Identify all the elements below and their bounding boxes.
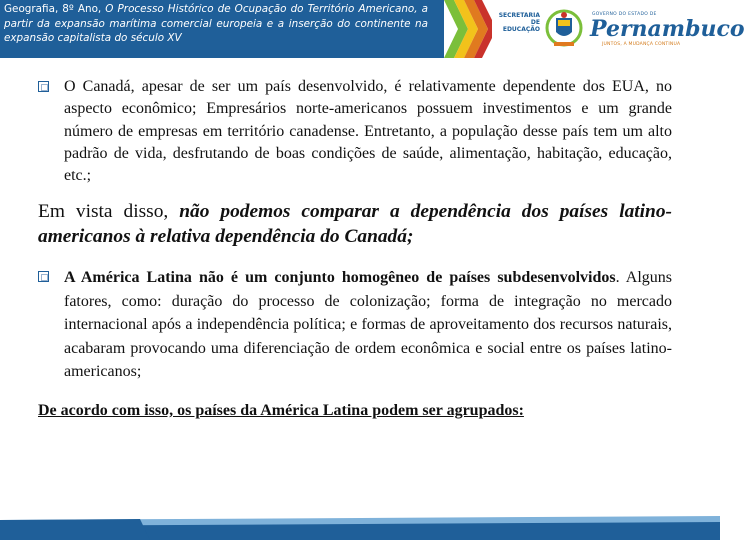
header-title bbox=[0, 0, 432, 58]
bullet-latin-america bbox=[38, 266, 672, 384]
state-tagline: JUNTOS, A MUDANÇA CONTINUA bbox=[602, 42, 681, 47]
topic-label: O Processo Histórico de Ocupação do Território Americano, a partir da expansão marítima comercial europeia e a inserção do continente na expansão capitalista do século XV bbox=[4, 3, 429, 45]
bullet-latin-america-text: . Alguns fatores, como: duração do processo de colonização; forma de integração no mercado internacional após a independência política; e formas de aproveitamento dos recursos naturais, acabaram provocando uma diferenciação de ordem econômica e social entre os países latino-americanos; bbox=[64, 269, 673, 381]
bullet-canada bbox=[38, 76, 672, 187]
final-statement: De acordo com isso, os países da América Latina podem ser agrupados: bbox=[38, 401, 524, 419]
course-label: Geografia, 8º Ano, bbox=[4, 3, 102, 15]
secretaria-label: SECRETARIA DE EDUCAÇÃO bbox=[498, 12, 540, 33]
slide-content bbox=[38, 76, 672, 421]
footer-band bbox=[0, 514, 720, 540]
state-coat-of-arms-icon bbox=[544, 6, 584, 52]
decorative-stripes-icon bbox=[432, 0, 492, 58]
state-name-logo: Pernambuco bbox=[590, 16, 745, 42]
state-small-label: GOVERNO DO ESTADO DE bbox=[592, 12, 657, 17]
slide-header bbox=[0, 0, 745, 58]
conclusion-paragraph bbox=[38, 199, 672, 249]
paragraph-lead: Em vista disso, bbox=[38, 201, 180, 223]
government-logos bbox=[492, 2, 745, 56]
checkbox-bullet-icon bbox=[38, 271, 49, 282]
paragraph-emphasis: não podemos comparar a dependência dos países latino-americanos à relativa dependência do Canadá; bbox=[38, 201, 672, 248]
checkbox-bullet-icon bbox=[38, 81, 49, 92]
bullet-canada-text: O Canadá, apesar de ser um país desenvolvido, é relativamente dependente dos EUA, no aspecto econômico; Empresários norte-americanos possuem investimentos e um grande número de empresas em território canadense. Entretanto, a população desse país tem um alto padrão de vida, desfrutando de boas condições de saúde, alimentação, habitação, educação, etc.; bbox=[64, 78, 672, 185]
bullet-latin-america-bold: A América Latina não é um conjunto homogêneo de países subdesenvolvidos bbox=[64, 269, 616, 287]
